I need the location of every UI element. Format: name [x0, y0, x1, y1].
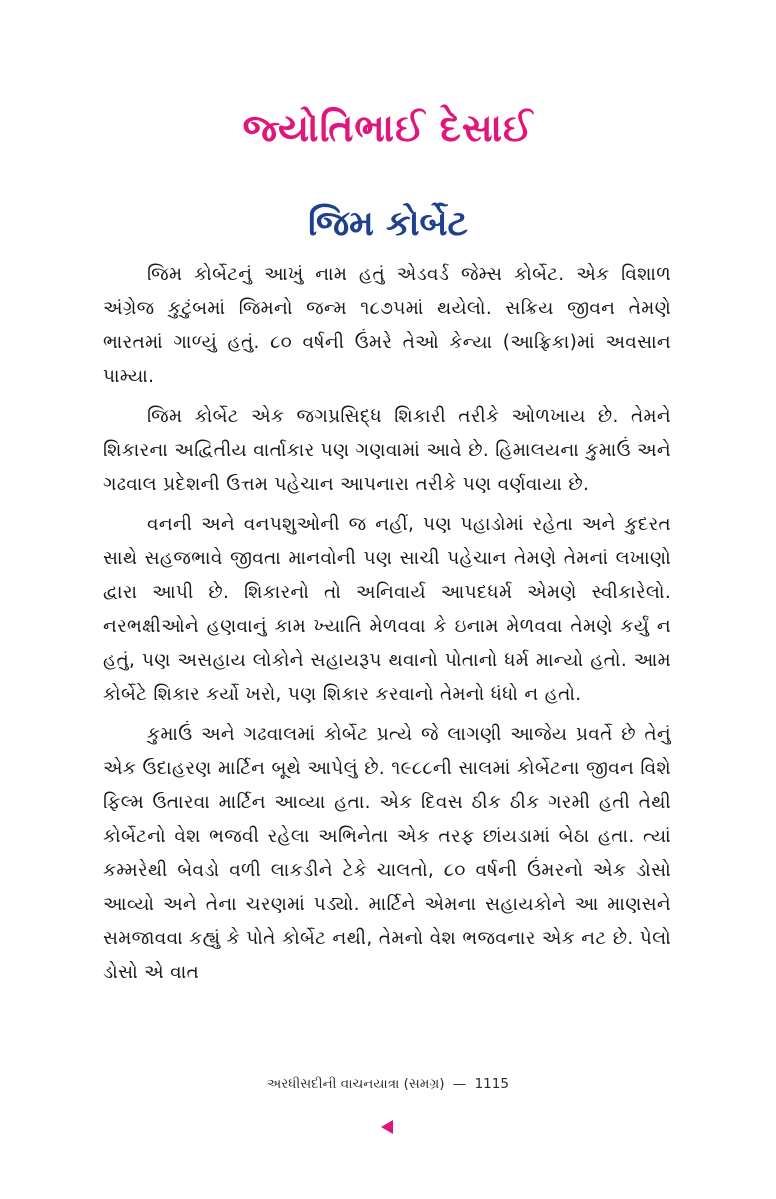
footer-book-title: અરધીસદીની વાચનયાત્રા (સમગ્ર) [267, 1076, 445, 1092]
chapter-title: જિમ કોર્બેટ [308, 204, 468, 244]
footer-page-number: 1115 [474, 1076, 509, 1092]
footer-dash: — [452, 1076, 467, 1092]
page-footer [0, 1076, 776, 1092]
previous-page-arrow-icon[interactable] [381, 1120, 393, 1134]
body-text [103, 258, 671, 996]
paragraph-2: જિમ કોર્બેટ એક જગપ્રસિદ્ધ શિકારી તરીકે ઓળખાય છે. તેમને શિકારના અદ્વિતીય વાર્તાકાર પણ ગણવામાં આવે છે. હિમાલયના કુમાઉં અને ગઢવાલ પ્રદેશની ઉત્તમ પહેચાન આપનારા તરીકે પણ વર્ણવાયા છે. [103, 406, 671, 495]
author-name: જ્યોતિભાઈ દેસાઈ [242, 106, 534, 150]
paragraph-4: કુમાઉં અને ગઢવાલમાં કોર્બેટ પ્રત્યે જે લાગણી આજેય પ્રવર્તે છે તેનું એક ઉદાહરણ માર્ટિન બૂથે આપેલું છે. ૧૯૮૮ની સાલમાં કોર્બેટના જીવન વિશે ફિલ્મ ઉતારવા માર્ટિન આવ્યા હતા. એક દિવસ ઠીક ઠીક ગરમી હતી તેથી કોર્બેટનો વેશ ભજવી રહેલા અભિનેતા એક તરફ છાંયડામાં બેઠા હતા. ત્યાં કમ્મરેથી બેવડો વળી લાકડીને ટેકે ચાલતો, ૮૦ વર્ષની ઉંમરનો એક ડોસો આવ્યો અને તેના ચરણમાં પડ્યો. માર્ટિને એમના સહાયકોને આ માણસને સમજાવવા કહ્યું કે પોતે કોર્બેટ નથી, તેમનો વેશ ભજવનાર એક નટ છે. પેલો ડોસો એ વાત [103, 724, 671, 983]
paragraph-1: જિમ કોર્બેટનું આખું નામ હતું એડવર્ડ જેમ્સ કોર્બેટ. એક વિશાળ અંગ્રેજ કુટુંબમાં જિમનો જન્મ ૧૮૭૫માં થયેલો. સક્રિય જીવન તેમણે ભારતમાં ગાળ્યું હતું. ૮૦ વર્ષની ઉંમરે તેઓ કેન્યા (આફ્રિકા)માં અવસાન પામ્યા. [103, 264, 671, 387]
paragraph-3: વનની અને વનપશુઓની જ નહીં, પણ પહાડોમાં રહેતા અને કુદરત સાથે સહજભાવે જીવતા માનવોની પણ સાચી પહેચાન તેમણે તેમનાં લખાણો દ્વારા આપી છે. શિકારનો તો અનિવાર્ય આપદધર્મ એમણે સ્વીકારેલો. નરભક્ષીઓને હણવાનું કામ ખ્યાતિ મેળવવા કે ઇનામ મેળવવા તેમણે કર્યું ન હતું, પણ અસહાય લોકોને સહાયરૂપ થવાનો પોતાનો ધર્મ માન્યો હતો. આમ કોર્બેટે શિકાર કર્યો ખરો, પણ શિકાર કરવાનો તેમનો ધંધો ન હતો. [103, 514, 671, 705]
